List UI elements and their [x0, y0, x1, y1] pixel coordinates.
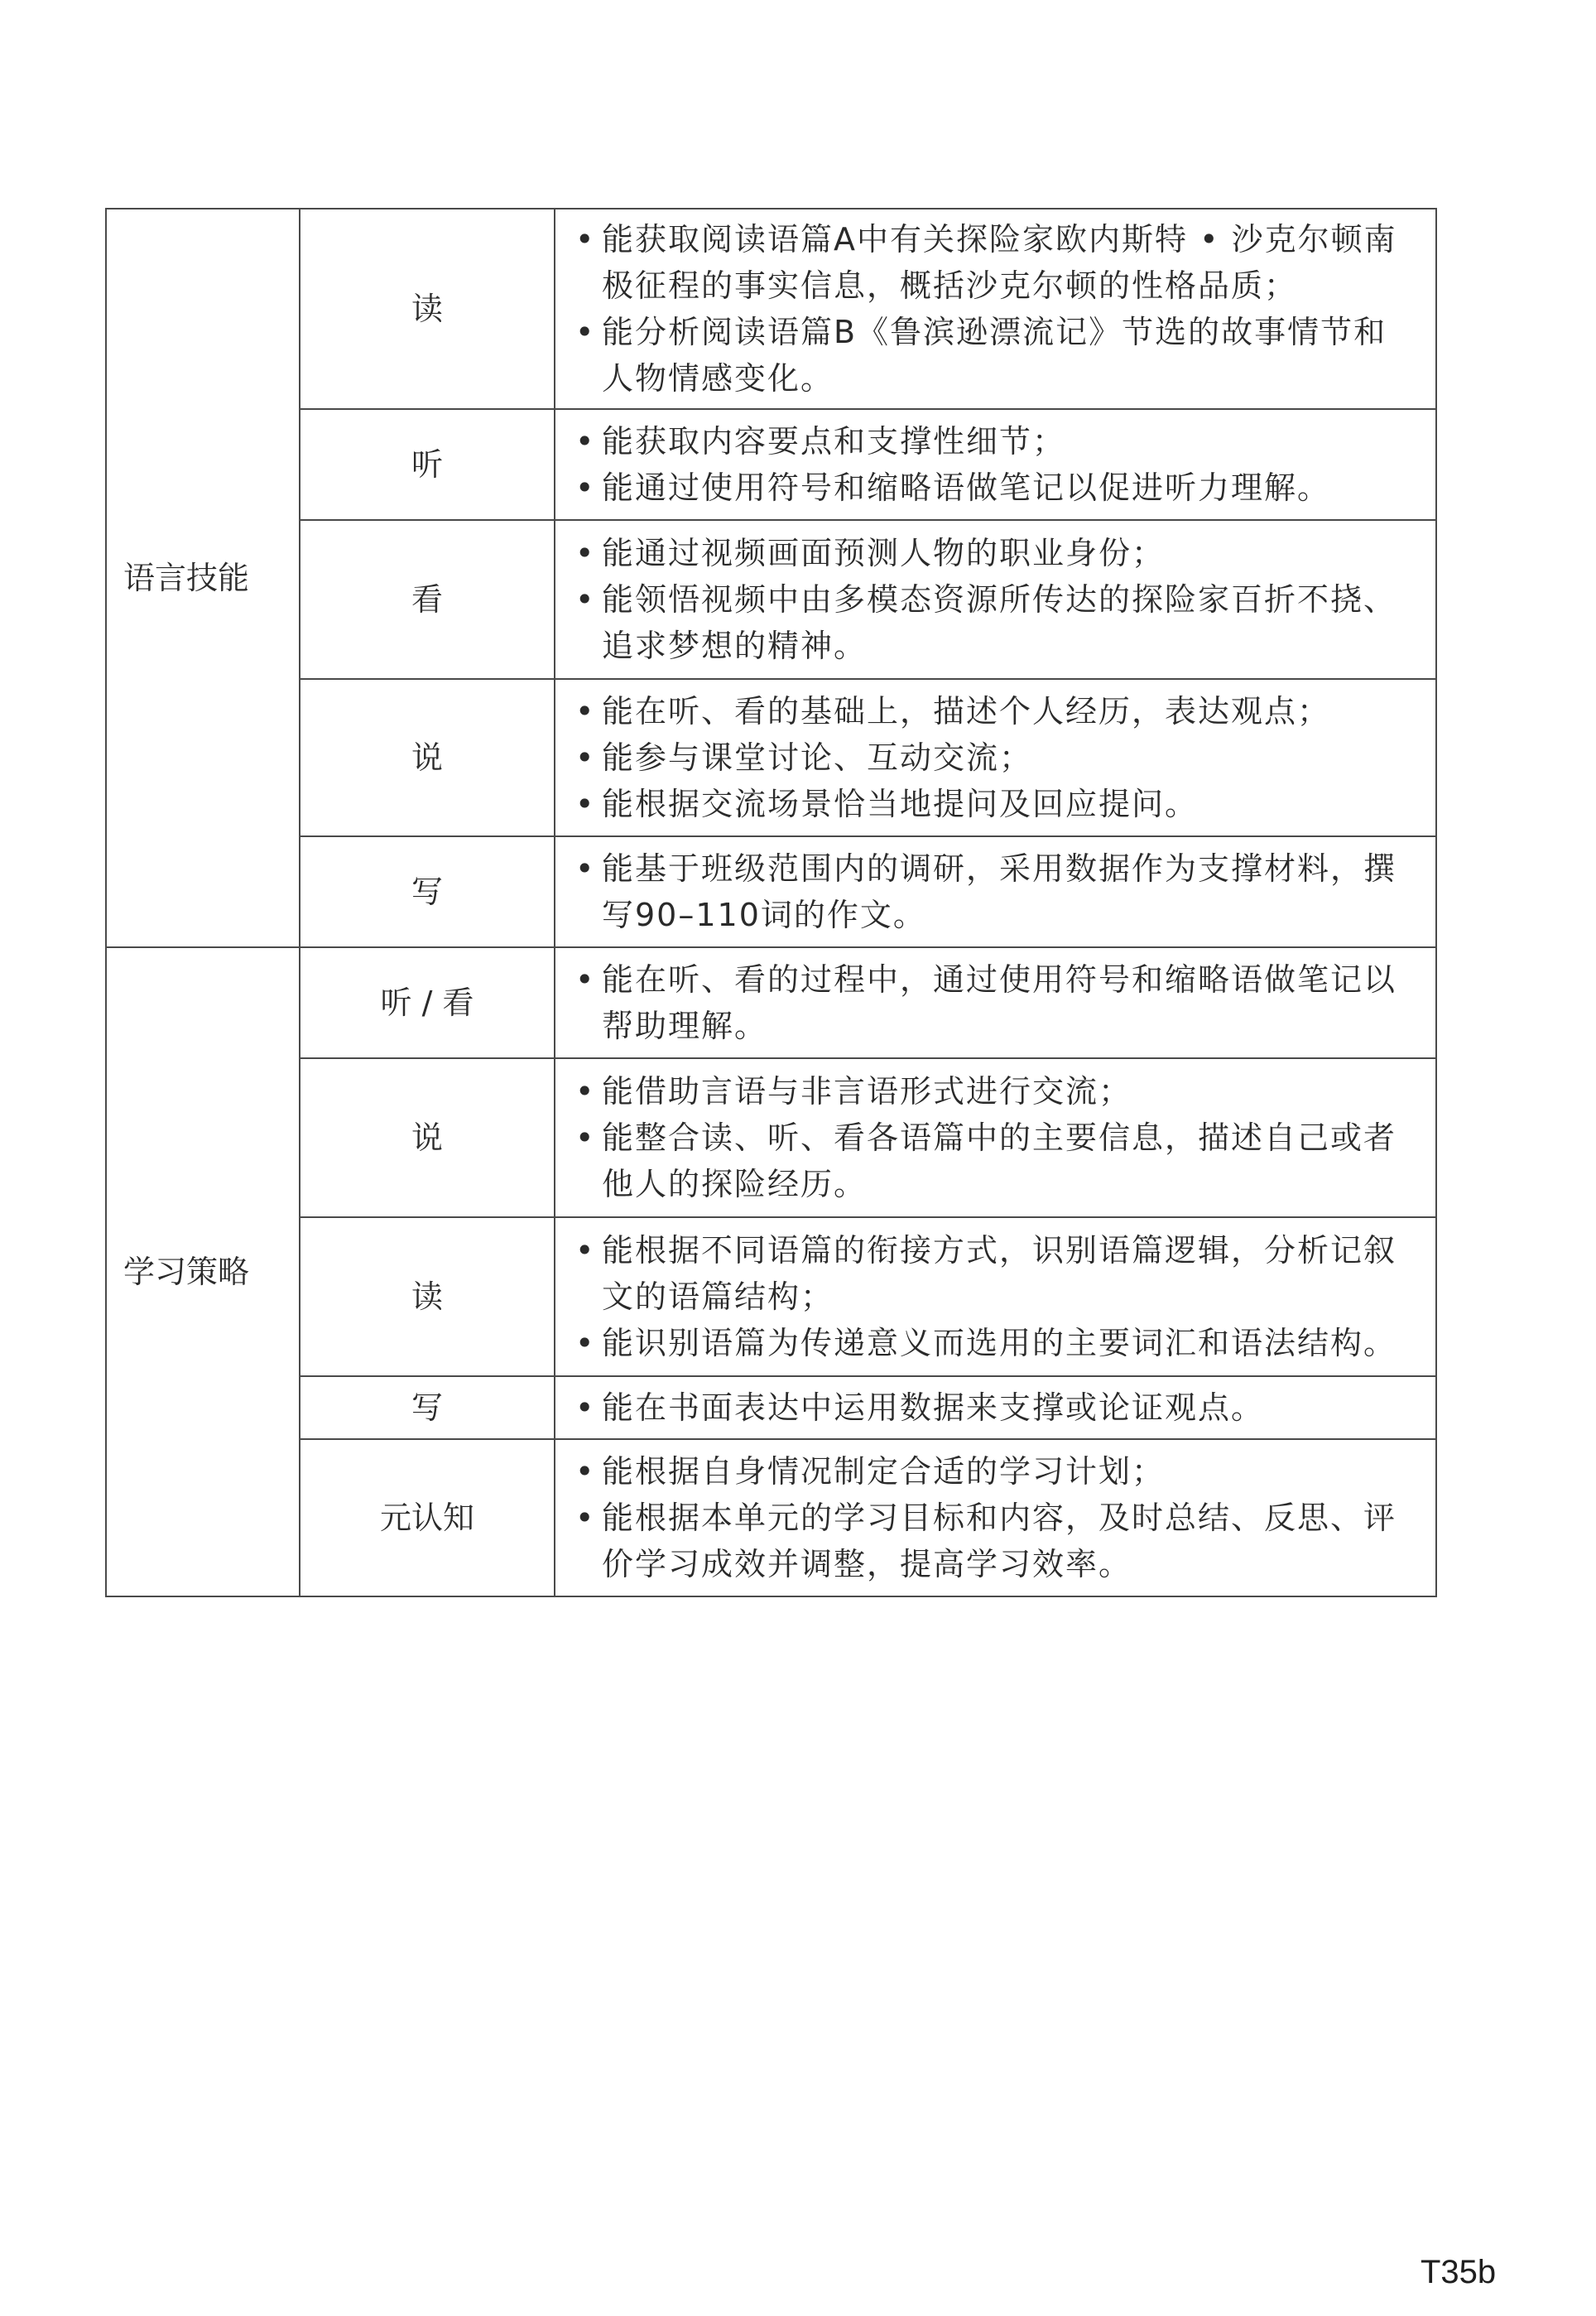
category-cell	[106, 947, 300, 1596]
objectives-cell	[555, 520, 1436, 679]
category-label: 学习策略	[123, 1254, 250, 1290]
skill-label: 读	[411, 291, 443, 327]
objective-list	[570, 216, 1419, 402]
objective-item: • 能在书面表达中运用数据来支撑或论证观点。	[570, 1384, 1419, 1431]
objective-item: • 能借助言语与非言语形式进行交流；	[570, 1068, 1419, 1115]
objective-item: • 能领悟视频中由多模态资源所传达的探险家百折不挠、追求梦想的精神。	[570, 576, 1419, 669]
objective-list	[570, 845, 1419, 938]
objective-item: • 能根据交流场景恰当地提问及回应提问。	[570, 781, 1419, 827]
objective-list	[570, 1227, 1419, 1366]
category-label: 语言技能	[123, 560, 250, 596]
objective-item: • 能获取内容要点和支撑性细节；	[570, 418, 1419, 465]
table-row	[106, 1376, 1436, 1439]
skill-label: 读	[411, 1278, 443, 1315]
page-number: T35b	[1421, 2254, 1497, 2290]
objective-item: • 能根据自身情况制定合适的学习计划；	[570, 1448, 1419, 1495]
objectives-cell	[555, 409, 1436, 520]
table-row	[106, 1217, 1436, 1376]
objectives-cell	[555, 1217, 1436, 1376]
skill-cell	[300, 836, 555, 947]
objectives-cell	[555, 947, 1436, 1058]
category-cell	[106, 209, 300, 947]
objective-item: • 能获取阅读语篇A中有关探险家欧内斯特 • 沙克尔顿南极征程的事实信息，概括沙克尔顿的性格品质；	[570, 216, 1419, 309]
table-row	[106, 679, 1436, 836]
skill-cell	[300, 409, 555, 520]
skill-label: 听	[411, 446, 443, 483]
objective-list	[570, 1068, 1419, 1207]
table-row	[106, 209, 1436, 409]
table-row	[106, 836, 1436, 947]
objective-item: • 能通过视频画面预测人物的职业身份；	[570, 530, 1419, 576]
skill-cell	[300, 947, 555, 1058]
objective-list	[570, 688, 1419, 827]
objectives-cell	[555, 209, 1436, 409]
objective-item: • 能根据不同语篇的衔接方式，识别语篇逻辑，分析记叙文的语篇结构；	[570, 1227, 1419, 1320]
objectives-cell	[555, 1376, 1436, 1439]
objective-item: • 能识别语篇为传递意义而选用的主要词汇和语法结构。	[570, 1320, 1419, 1366]
objectives-table	[105, 208, 1437, 1597]
table-row	[106, 409, 1436, 520]
objective-item: • 能分析阅读语篇B《鲁滨逊漂流记》节选的故事情节和人物情感变化。	[570, 309, 1419, 402]
objectives-cell	[555, 1439, 1436, 1596]
objective-item: • 能整合读、听、看各语篇中的主要信息，描述自己或者他人的探险经历。	[570, 1115, 1419, 1207]
skill-label: 看	[411, 581, 443, 618]
table-row	[106, 1058, 1436, 1217]
skill-label: 说	[411, 739, 443, 776]
skill-cell	[300, 520, 555, 679]
objective-list	[570, 530, 1419, 669]
skill-cell	[300, 1376, 555, 1439]
table-row	[106, 520, 1436, 679]
skill-label: 元认知	[379, 1500, 474, 1536]
objectives-cell	[555, 1058, 1436, 1217]
objective-item: • 能在听、看的基础上，描述个人经历，表达观点；	[570, 688, 1419, 734]
objective-item: • 能根据本单元的学习目标和内容，及时总结、反思、评价学习成效并调整，提高学习效率。	[570, 1495, 1419, 1587]
objective-item: • 能基于班级范围内的调研，采用数据作为支撑材料，撰写90–110词的作文。	[570, 845, 1419, 938]
skill-cell	[300, 679, 555, 836]
objectives-cell	[555, 836, 1436, 947]
skill-cell	[300, 209, 555, 409]
skill-cell	[300, 1058, 555, 1217]
table-row	[106, 947, 1436, 1058]
skill-label: 说	[411, 1119, 443, 1156]
objective-item: • 能通过使用符号和缩略语做笔记以促进听力理解。	[570, 465, 1419, 511]
skill-cell	[300, 1217, 555, 1376]
objectives-cell	[555, 679, 1436, 836]
skill-label: 写	[411, 874, 443, 910]
skill-label: 写	[411, 1389, 443, 1426]
objective-list	[570, 418, 1419, 511]
objective-item: • 能参与课堂讨论、互动交流；	[570, 734, 1419, 781]
table-body	[106, 209, 1436, 1596]
objective-list	[570, 1448, 1419, 1587]
table-row	[106, 1439, 1436, 1596]
objective-list	[570, 956, 1419, 1049]
skill-cell	[300, 1439, 555, 1596]
skill-label: 听 / 看	[380, 985, 474, 1021]
objective-item: • 能在听、看的过程中，通过使用符号和缩略语做笔记以帮助理解。	[570, 956, 1419, 1049]
objective-list	[570, 1384, 1419, 1431]
